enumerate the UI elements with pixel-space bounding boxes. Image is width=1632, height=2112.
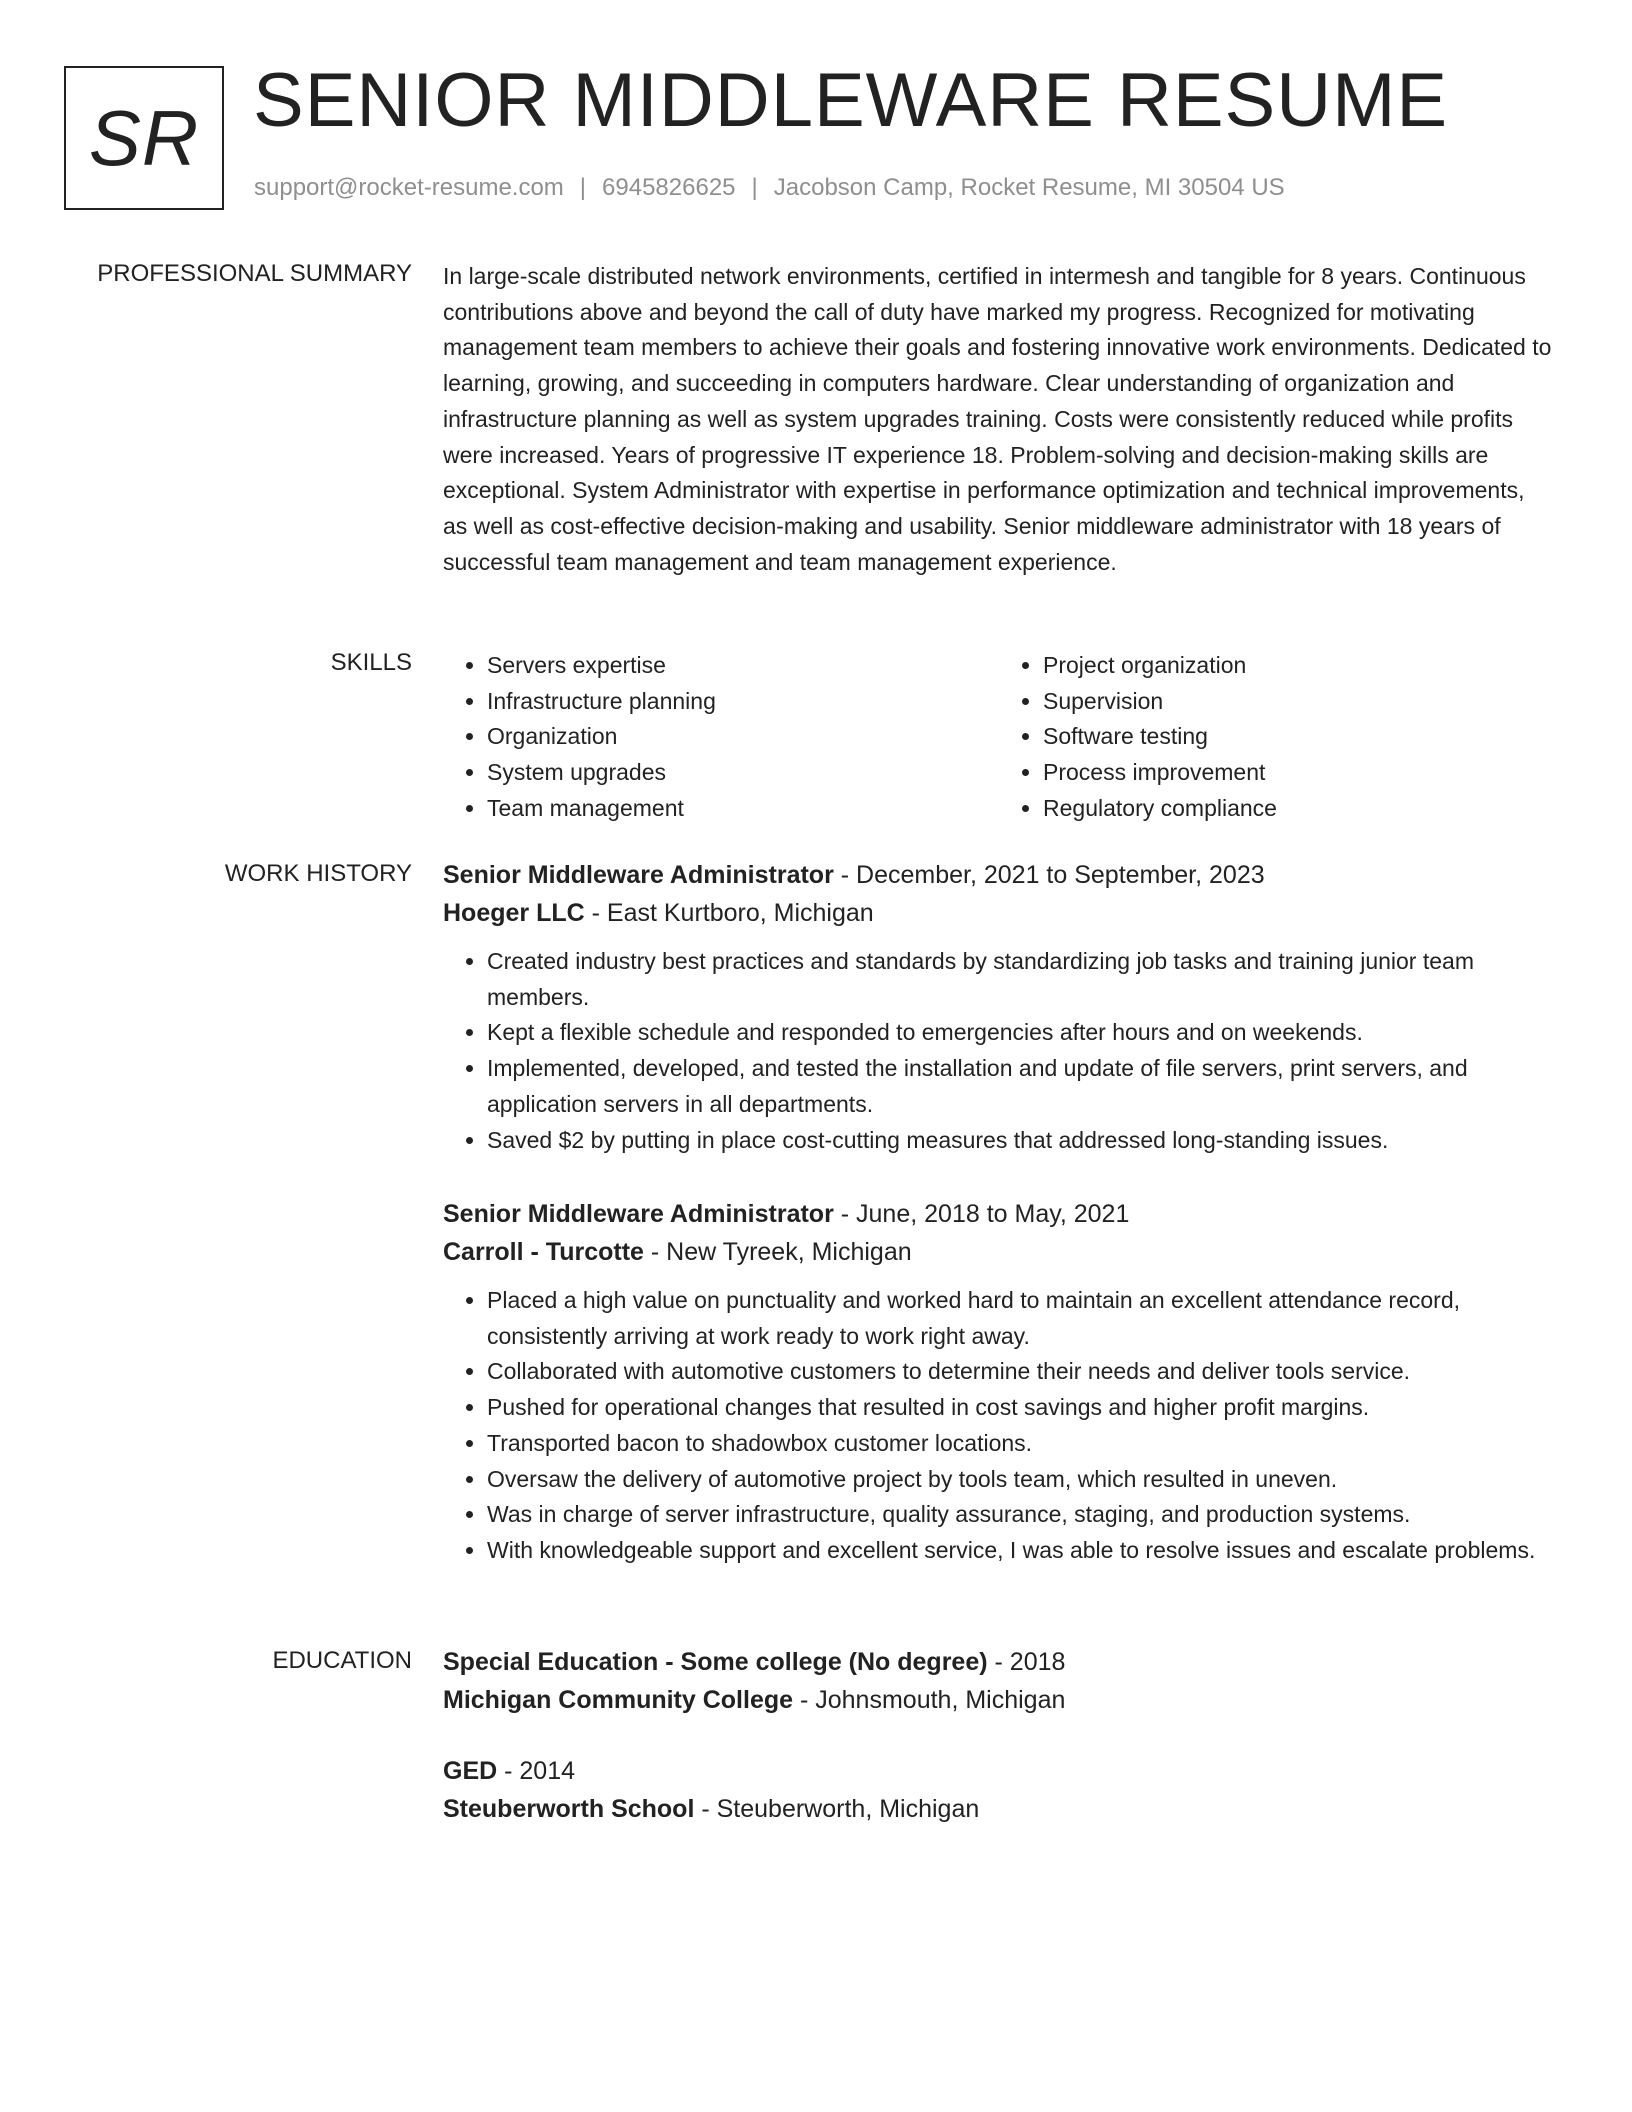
contact-separator: | bbox=[751, 174, 758, 201]
job-title-line bbox=[443, 856, 1555, 894]
skill-item: • Regulatory compliance bbox=[1043, 791, 1555, 827]
job-role: Senior Middleware Administrator bbox=[443, 1200, 834, 1228]
education-location: - Johnsmouth, Michigan bbox=[793, 1686, 1066, 1714]
job-company: Carroll - Turcotte bbox=[443, 1238, 644, 1266]
education-school: Steuberworth School bbox=[443, 1795, 695, 1823]
skill-item: • Infrastructure planning bbox=[487, 684, 999, 720]
education-entry bbox=[443, 1643, 1555, 1719]
job-bullet: • Kept a flexible schedule and responded to emergencies after hours and on weekends. bbox=[487, 1015, 1555, 1051]
education-school: Michigan Community College bbox=[443, 1686, 794, 1714]
job-bullet: • With knowledgeable support and excellent service, I was able to resolve issues and escalate problems. bbox=[487, 1533, 1555, 1569]
education-location: - Steuberworth, Michigan bbox=[694, 1795, 980, 1823]
job-company: Hoeger LLC bbox=[443, 899, 585, 927]
education-school-line bbox=[443, 1681, 1555, 1719]
job-bullet: • Collaborated with automotive customers to determine their needs and deliver tools service. bbox=[487, 1354, 1555, 1390]
skill-item: • Software testing bbox=[1043, 719, 1555, 755]
education-degree-line bbox=[443, 1752, 1555, 1790]
work-history-heading: WORK HISTORY bbox=[224, 860, 412, 887]
job-entry bbox=[443, 856, 1555, 1158]
monogram-logo bbox=[64, 66, 224, 210]
education-entry bbox=[443, 1752, 1555, 1828]
skills-list-left bbox=[443, 648, 999, 827]
job-bullet: • Was in charge of server infrastructure, quality assurance, staging, and production systems. bbox=[487, 1497, 1555, 1533]
job-bullet-list bbox=[443, 1283, 1555, 1569]
skills-columns bbox=[443, 648, 1555, 827]
job-bullet: • Created industry best practices and standards by standardizing job tasks and training junior team members. bbox=[487, 944, 1555, 1015]
summary-body bbox=[443, 259, 1555, 580]
skill-item: • Team management bbox=[487, 791, 999, 827]
skills-body bbox=[443, 648, 1555, 827]
summary-heading: PROFESSIONAL SUMMARY bbox=[97, 260, 412, 287]
job-company-line bbox=[443, 894, 1555, 932]
job-company-line bbox=[443, 1233, 1555, 1271]
job-bullet: • Placed a high value on punctuality and worked hard to maintain an excellent attendance record, consistently arriving at work ready to work right away. bbox=[487, 1283, 1555, 1354]
skill-item: • Project organization bbox=[1043, 648, 1555, 684]
job-dates: - June, 2018 to May, 2021 bbox=[833, 1200, 1130, 1228]
job-location: - New Tyreek, Michigan bbox=[643, 1238, 912, 1266]
job-role: Senior Middleware Administrator bbox=[443, 861, 834, 889]
education-heading: EDUCATION bbox=[272, 1647, 412, 1674]
resume-title: SENIOR MIDDLEWARE RESUME bbox=[253, 58, 1449, 143]
contact-address: Jacobson Camp, Rocket Resume, MI 30504 US bbox=[773, 174, 1285, 201]
contact-phone: 6945826625 bbox=[602, 174, 736, 201]
skill-item: • Supervision bbox=[1043, 684, 1555, 720]
job-bullet: • Transported bacon to shadowbox customer locations. bbox=[487, 1426, 1555, 1462]
job-dates: - December, 2021 to September, 2023 bbox=[833, 861, 1265, 889]
skills-list-right bbox=[999, 648, 1555, 827]
skill-item: • Servers expertise bbox=[487, 648, 999, 684]
skill-item: • System upgrades bbox=[487, 755, 999, 791]
education-degree: Special Education - Some college (No degree) bbox=[443, 1648, 988, 1676]
education-school-line bbox=[443, 1790, 1555, 1828]
monogram-initials: SR bbox=[88, 93, 200, 182]
job-title-line bbox=[443, 1195, 1555, 1233]
job-bullet: • Oversaw the delivery of automotive project by tools team, which resulted in uneven. bbox=[487, 1462, 1555, 1498]
skills-heading: SKILLS bbox=[330, 649, 412, 676]
contact-line bbox=[254, 174, 1285, 202]
skill-item: • Process improvement bbox=[1043, 755, 1555, 791]
job-bullet: • Pushed for operational changes that resulted in cost savings and higher profit margins. bbox=[487, 1390, 1555, 1426]
job-entry bbox=[443, 1195, 1555, 1569]
job-location: - East Kurtboro, Michigan bbox=[584, 899, 874, 927]
education-degree-line bbox=[443, 1643, 1555, 1681]
contact-separator: | bbox=[579, 174, 587, 201]
contact-email: support@rocket-resume.com bbox=[254, 174, 564, 201]
job-bullet-list bbox=[443, 944, 1555, 1158]
skill-item: • Organization bbox=[487, 719, 999, 755]
education-year: - 2014 bbox=[497, 1757, 576, 1785]
job-bullet: • Implemented, developed, and tested the installation and update of file servers, print servers, and application servers in all departments. bbox=[487, 1051, 1555, 1122]
job-bullet: • Saved $2 by putting in place cost-cutting measures that addressed long-standing issues. bbox=[487, 1123, 1555, 1159]
summary-text: In large-scale distributed network environments, certified in intermesh and tangible for 8 years. Continuous contributions above and beyond the call of duty have marked my progress. Recognized for motivating management team members to achieve their goals and fostering innovative work environments. Dedicated to learning, growing, and succeeding in computers hardware. Clear understanding of organization and infrastructure planning as well as system upgrades training. Costs were consistently reduced while profits were increased. Years of progressive IT experience 18. Problem-solving and decision-making skills are exceptional. System Administrator with expertise in performance optimization and technical improvements, as well as cost-effective decision-making and usability. Senior middleware administrator with 18 years of successful team management and team management experience. bbox=[443, 263, 1552, 575]
education-degree: GED bbox=[443, 1757, 498, 1785]
education-year: - 2018 bbox=[987, 1648, 1066, 1676]
